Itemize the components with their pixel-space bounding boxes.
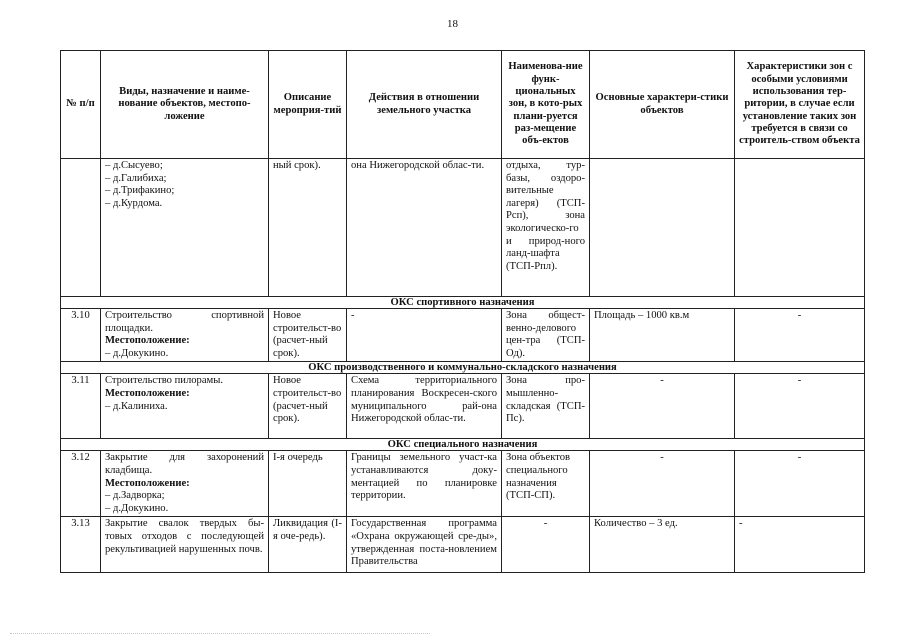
page-number: 18 — [447, 18, 458, 30]
header-num: № п/п — [61, 51, 101, 159]
place-list — [105, 401, 264, 414]
location-label: Местоположение: — [105, 387, 190, 399]
cell-zone: отдыха, тур-базы, оздоро-вительные лагеря) (ТСП-Рсп), зона экологическо-го и природ-ного ланд-шафта (ТСП-Рпл). — [502, 159, 590, 297]
cell-special: - — [735, 451, 865, 517]
cell-actions: - — [347, 309, 502, 362]
place-item: – д.Курдома. — [105, 198, 264, 211]
footer-divider — [10, 633, 430, 636]
table-row — [61, 374, 865, 439]
header-special-zones: Характеристики зон с особыми условиями использования тер-ритории, в случае если установление таких зон требуется в связи со строитель-ством объекта — [735, 51, 865, 159]
cell-special: - — [735, 517, 865, 573]
header-characteristics: Основные характери-стики объектов — [590, 51, 735, 159]
cell-description: Новое строительст-во (расчет-ный срок). — [269, 374, 347, 439]
place-item: – д.Галибиха; — [105, 173, 264, 186]
place-item: – д.Задворка; — [105, 490, 264, 503]
table-row — [61, 451, 865, 517]
header-actions: Действия в отношении земельного участка — [347, 51, 502, 159]
header-zones: Наименова-ние функ-циональных зон, в кото-рых плани-руется раз-мещение объ-ектов — [502, 51, 590, 159]
table-header-row — [61, 51, 865, 159]
section-title: ОКС специального назначения — [61, 439, 865, 451]
place-list — [105, 490, 264, 515]
object-name: Закрытие для захоронений кладбища. — [105, 452, 264, 476]
cell-special — [735, 159, 865, 297]
cell-objects — [101, 309, 269, 362]
cell-actions: Границы земельного участ-ка устанавливаются доку-ментацией по планировке территории. — [347, 451, 502, 517]
cell-characteristics: Количество – 3 ед. — [590, 517, 735, 573]
table-row — [61, 309, 865, 362]
location-label: Местоположение: — [105, 477, 190, 489]
place-item: – д.Калиниха. — [105, 401, 264, 414]
cell-characteristics: - — [590, 451, 735, 517]
cell-description: ный срок). — [269, 159, 347, 297]
cell-special: - — [735, 309, 865, 362]
place-item: – д.Сысуево; — [105, 160, 264, 173]
object-name: Закрытие свалок твердых бы-товых отходов с последующей рекультивацией нарушенных почв. — [105, 518, 264, 555]
table-row — [61, 517, 865, 573]
location-label: Местоположение: — [105, 335, 190, 347]
cell-characteristics — [590, 159, 735, 297]
cell-zone: Зона объектов специального назначения (ТСП-СП). — [502, 451, 590, 517]
cell-characteristics: Площадь – 1000 кв.м — [590, 309, 735, 362]
place-item: – д.Докукино. — [105, 503, 264, 516]
cell-objects — [101, 159, 269, 297]
section-header-special — [61, 439, 865, 451]
cell-zone: Зона про-мышленно-складская (ТСП-Пс). — [502, 374, 590, 439]
cell-characteristics: - — [590, 374, 735, 439]
cell-zone: - — [502, 517, 590, 573]
cell-num: 3.10 — [61, 309, 101, 362]
cell-objects — [101, 374, 269, 439]
cell-special: - — [735, 374, 865, 439]
section-header-industrial — [61, 362, 865, 374]
place-list — [105, 348, 264, 361]
place-item: – д.Докукино. — [105, 348, 264, 361]
cell-actions: Схема территориального планирования Воскресен-ского муниципального рай-она Нижегородской облас-ти. — [347, 374, 502, 439]
cell-zone: Зона общест-венно-делового цен-тра (ТСП-Од). — [502, 309, 590, 362]
header-description: Описание мероприя-тий — [269, 51, 347, 159]
place-item: – д.Трифакино; — [105, 185, 264, 198]
cell-num — [61, 159, 101, 297]
place-list — [105, 160, 264, 210]
cell-description: Ликвидация (I-я оче-редь). — [269, 517, 347, 573]
object-name: Строительство пилорамы. — [105, 375, 223, 387]
object-name: Строительство спортивной площадки. — [105, 310, 264, 334]
section-title: ОКС производственного и коммунально-складского назначения — [61, 362, 865, 374]
cell-actions: она Нижегородской облас-ти. — [347, 159, 502, 297]
cell-num: 3.11 — [61, 374, 101, 439]
section-title: ОКС спортивного назначения — [61, 297, 865, 309]
cell-description: I-я очередь — [269, 451, 347, 517]
cell-num: 3.13 — [61, 517, 101, 573]
table-row-continued — [61, 159, 865, 297]
cell-objects — [101, 517, 269, 573]
cell-objects — [101, 451, 269, 517]
cell-description: Новое строительст-во (расчет-ный срок). — [269, 309, 347, 362]
objects-table — [60, 50, 865, 573]
header-objects: Виды, назначение и наиме-нование объектов, местопо-ложение — [101, 51, 269, 159]
cell-actions: Государственная программа «Охрана окружающей сре-ды», утвержденная поста-новлением Правительства — [347, 517, 502, 573]
section-header-sport — [61, 297, 865, 309]
cell-num: 3.12 — [61, 451, 101, 517]
